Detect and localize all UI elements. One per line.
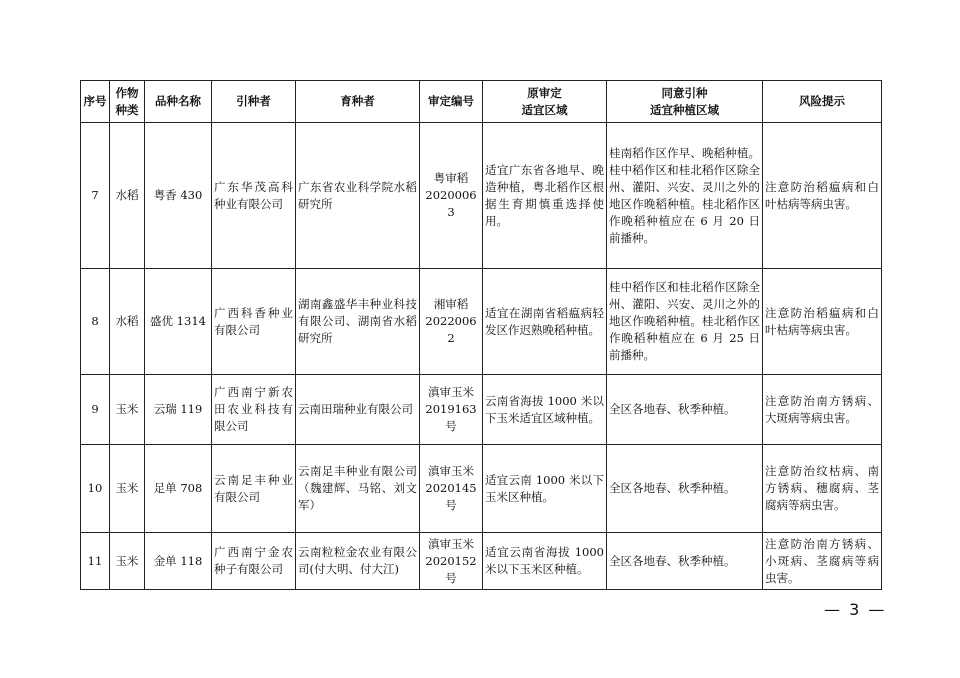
cell-original-area: 适宜在湖南省稻瘟病轻发区作迟熟晚稻种植。 (483, 269, 607, 375)
cell-breeder: 广东省农业科学院水稻研究所 (296, 123, 420, 269)
cell-approval: 滇审玉米 2020152 号 (420, 533, 483, 590)
cell-risk: 注意防治南方锈病、小斑病、茎腐病等病虫害。 (763, 533, 882, 590)
cell-approved-area: 全区各地春、秋季种植。 (607, 445, 763, 533)
variety-table (80, 80, 882, 590)
cell-risk: 注意防治南方锈病、大斑病等病虫害。 (763, 375, 882, 445)
cell-original-area: 适宜广东省各地早、晚造种植，粤北稻作区根据生育期慎重选择使用。 (483, 123, 607, 269)
header-variety: 品种名称 (145, 81, 212, 123)
cell-risk: 注意防治稻瘟病和白叶枯病等病虫害。 (763, 269, 882, 375)
cell-approval: 湘审稻 20220062 (420, 269, 483, 375)
cell-original-area: 云南省海拔 1000 米以下玉米适宜区域种植。 (483, 375, 607, 445)
table-row (81, 533, 882, 590)
header-original-area: 原审定 适宜区域 (483, 81, 607, 123)
header-approval: 审定编号 (420, 81, 483, 123)
cell-seq: 8 (81, 269, 110, 375)
cell-approved-area: 全区各地春、秋季种植。 (607, 533, 763, 590)
cell-introducer: 广东华茂高科种业有限公司 (212, 123, 296, 269)
cell-crop: 玉米 (110, 375, 145, 445)
table-row (81, 445, 882, 533)
cell-variety: 粤香 430 (145, 123, 212, 269)
cell-introducer: 广西南宁新农田农业科技有限公司 (212, 375, 296, 445)
cell-introducer: 广西科香种业有限公司 (212, 269, 296, 375)
cell-crop: 水稻 (110, 269, 145, 375)
cell-approved-area: 桂中稻作区和桂北稻作区除全州、灌阳、兴安、灵川之外的地区作晚稻种植。桂北稻作区作晚稻种植应在 6 月 25 日前播种。 (607, 269, 763, 375)
cell-breeder: 湖南鑫盛华丰种业科技有限公司、湖南省水稻研究所 (296, 269, 420, 375)
page-number: — 3 — (824, 600, 887, 619)
cell-crop: 水稻 (110, 123, 145, 269)
cell-breeder: 云南田瑞种业有限公司 (296, 375, 420, 445)
cell-approved-area: 全区各地春、秋季种植。 (607, 375, 763, 445)
cell-approval: 粤审稻 20200063 (420, 123, 483, 269)
cell-seq: 11 (81, 533, 110, 590)
header-crop: 作物 种类 (110, 81, 145, 123)
header-row (81, 81, 882, 123)
cell-introducer: 广西南宁金农种子有限公司 (212, 533, 296, 590)
table-row (81, 123, 882, 269)
cell-variety: 云瑞 119 (145, 375, 212, 445)
cell-seq: 7 (81, 123, 110, 269)
header-approved-area: 同意引种 适宜种植区域 (607, 81, 763, 123)
cell-crop: 玉米 (110, 445, 145, 533)
header-breeder: 育种者 (296, 81, 420, 123)
cell-approved-area: 桂南稻作区作早、晚稻种植。桂中稻作区和桂北稻作区除全州、灌阳、兴安、灵川之外的地区作晚稻种植。桂北稻作区作晚稻种植应在 6 月 20 日前播种。 (607, 123, 763, 269)
cell-introducer: 云南足丰种业有限公司 (212, 445, 296, 533)
cell-crop: 玉米 (110, 533, 145, 590)
cell-original-area: 适宜云南 1000 米以下玉米区种植。 (483, 445, 607, 533)
header-risk: 风险提示 (763, 81, 882, 123)
cell-approval: 滇审玉米 2019163 号 (420, 375, 483, 445)
cell-seq: 10 (81, 445, 110, 533)
header-introducer: 引种者 (212, 81, 296, 123)
cell-breeder: 云南足丰种业有限公司（魏建辉、马铭、刘文军） (296, 445, 420, 533)
cell-seq: 9 (81, 375, 110, 445)
cell-breeder: 云南粒粒金农业有限公司(付大明、付大江) (296, 533, 420, 590)
cell-risk: 注意防治稻瘟病和白叶枯病等病虫害。 (763, 123, 882, 269)
header-seq: 序号 (81, 81, 110, 123)
cell-variety: 足单 708 (145, 445, 212, 533)
cell-original-area: 适宜云南省海拔 1000 米以下玉米区种植。 (483, 533, 607, 590)
cell-variety: 金单 118 (145, 533, 212, 590)
cell-approval: 滇审玉米 2020145 号 (420, 445, 483, 533)
cell-risk: 注意防治纹枯病、南方锈病、穗腐病、茎腐病等病虫害。 (763, 445, 882, 533)
cell-variety: 盛优 1314 (145, 269, 212, 375)
table-row (81, 269, 882, 375)
table-row (81, 375, 882, 445)
